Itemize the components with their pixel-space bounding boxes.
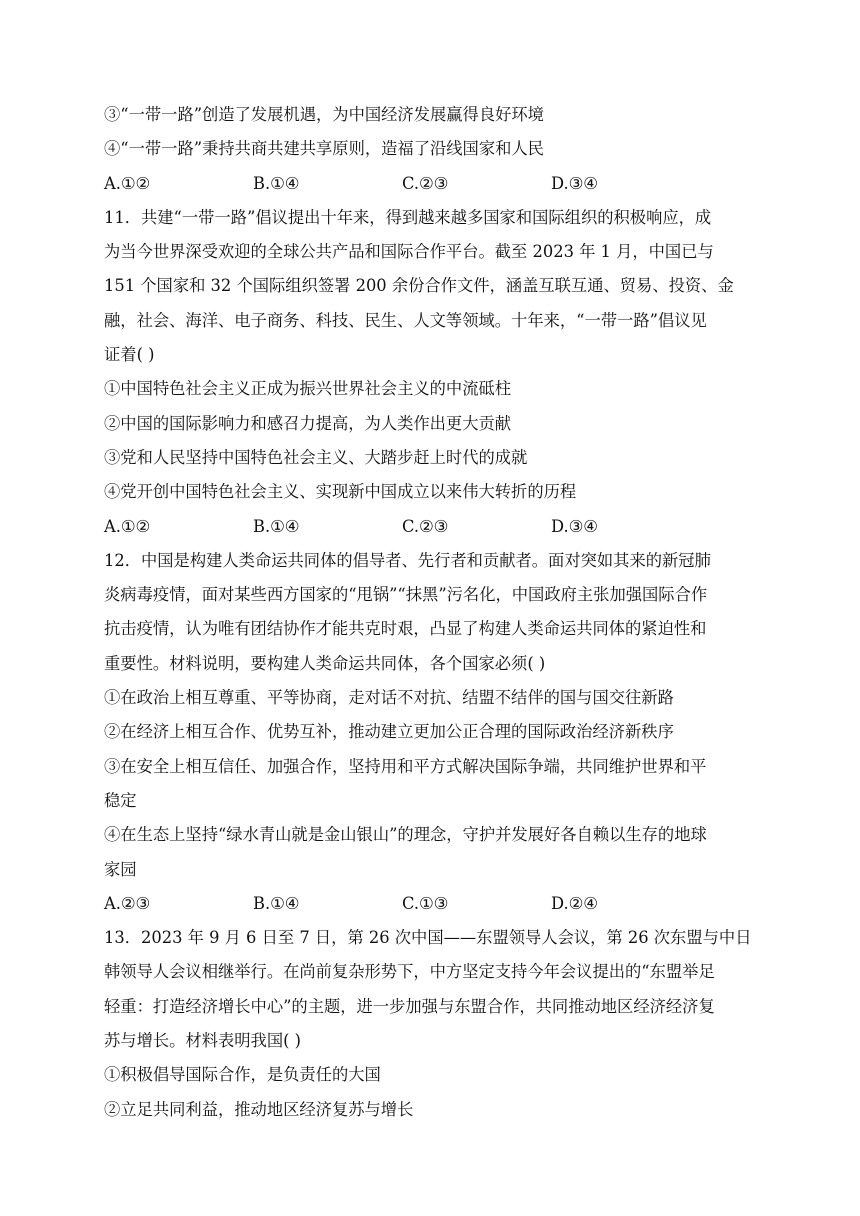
q12-item-2: ②在经济上相互合作、优势互补，推动建立更加公正合理的国际政治经济新秩序 <box>104 722 674 742</box>
q11-option-b: B.①④ <box>253 516 300 536</box>
q10-option-a: A.①② <box>104 173 151 193</box>
q12-item-3: ③在安全上相互信任、加强合作，坚持用和平方式解决国际争端，共同维护世界和平 <box>104 756 707 776</box>
q11-stem-line: 为当今世界深受欢迎的全球公共产品和国际合作平台。截至 2023 年 1 月，中国已与 <box>104 242 714 262</box>
q11-option-a: A.①② <box>104 516 151 536</box>
q12-option-a: A.②③ <box>104 893 151 913</box>
q13-stem-line: 韩领导人会议相继举行。在尚前复杂形势下，中方坚定支持今年会议提出的“东盟举足 <box>104 962 715 982</box>
q13-item-2: ②立足共同利益，推动地区经济复苏与增长 <box>104 1099 414 1119</box>
q13-item-1: ①积极倡导国际合作，是负责任的大国 <box>104 1065 381 1085</box>
q11-item-3: ③党和人民坚持中国特色社会主义、大踏步赶上时代的成就 <box>104 447 528 467</box>
q11-options <box>104 510 758 544</box>
q12-item-1: ①在政治上相互尊重、平等协商，走对话不对抗、结盟不结伴的国与国交往新路 <box>104 688 674 708</box>
q10-options <box>104 167 758 201</box>
q12-option-d: D.②④ <box>551 893 598 913</box>
q12-stem-line: 抗击疫情，认为唯有团结协作才能共克时艰，凸显了构建人类命运共同体的紧迫性和 <box>104 619 707 639</box>
q12-stem-line: 12．中国是构建人类命运共同体的倡导者、先行者和贡献者。面对突如其来的新冠肺 <box>104 550 711 570</box>
q11-stem-line: 证着( ) <box>104 345 155 365</box>
q12-option-b: B.①④ <box>253 893 300 913</box>
exam-page <box>104 98 758 1127</box>
q11-stem-line: 151 个国家和 32 个国际组织签署 200 余份合作文件，涵盖互联互通、贸易、投资、金 <box>104 276 734 296</box>
q12-option-c: C.①③ <box>402 893 449 913</box>
q13-stem-line: 苏与增长。材料表明我国( ) <box>104 1031 301 1051</box>
q11-option-d: D.③④ <box>551 516 598 536</box>
q10-option-b: B.①④ <box>253 173 300 193</box>
q11-item-2: ②中国的国际影响力和感召力提高，为人类作出更大贡献 <box>104 413 512 433</box>
q12-stem-line: 炎病毒疫情，面对某些西方国家的“甩锅”“抹黑”污名化，中国政府主张加强国际合作 <box>104 585 708 605</box>
q12-options <box>104 887 758 921</box>
q10-item-3: ③“一带一路”创造了发展机遇，为中国经济发展赢得良好环境 <box>104 105 544 124</box>
q11-item-4: ④党开创中国特色社会主义、实现新中国成立以来伟大转折的历程 <box>104 482 577 502</box>
q11-stem-line: 11．共建“一带一路”倡议提出十年来，得到越来越多国家和国际组织的积极响应，成 <box>104 207 712 227</box>
q12-stem-line: 重要性。材料说明，要构建人类命运共同体，各个国家必须( ) <box>104 653 546 673</box>
q10-option-d: D.③④ <box>551 173 598 193</box>
q10-option-c: C.②③ <box>402 173 449 193</box>
q12-item-4-cont: 家园 <box>104 859 137 879</box>
q12-item-4: ④在生态上坚持“绿水青山就是金山银山”的理念，守护并发展好各自赖以生存的地球 <box>104 825 707 845</box>
q13-stem-line: 13．2023 年 9 月 6 日至 7 日，第 26 次中国——东盟领导人会议，第 26 次东盟与中日 <box>104 928 752 948</box>
q11-item-1: ①中国特色社会主义正成为振兴世界社会主义的中流砥柱 <box>104 379 512 399</box>
q11-option-c: C.②③ <box>402 516 449 536</box>
q10-item-4: ④“一带一路”秉持共商共建共享原则，造福了沿线国家和人民 <box>104 139 544 159</box>
q12-item-3-cont: 稳定 <box>104 790 137 810</box>
q13-stem-line: 轻重：打造经济增长中心”的主题，进一步加强与东盟合作，共同推动地区经济经济复 <box>104 996 715 1016</box>
q11-stem-line: 融，社会、海洋、电子商务、科技、民生、人文等领域。十年来，“一带一路”倡议见 <box>104 310 707 330</box>
